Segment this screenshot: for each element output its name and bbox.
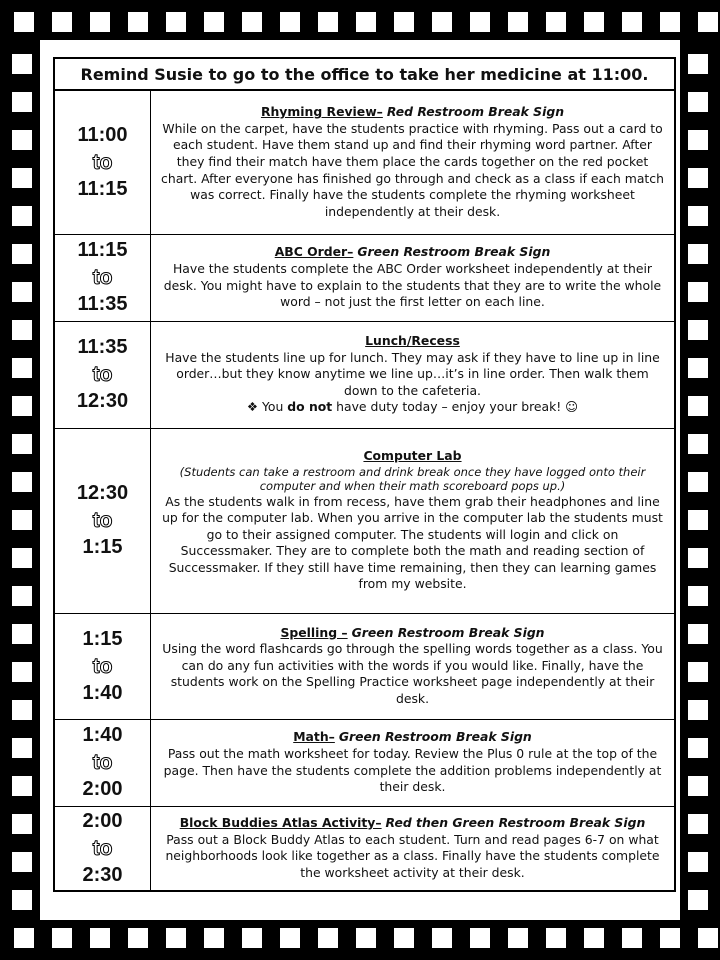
activity-body: Have the students line up for lunch. They may ask if they have to line up in line order…but they know anytime we line up…it’s in line order. Then walk them down to the cafeteria. bbox=[165, 349, 660, 398]
film-hole bbox=[688, 130, 708, 150]
note-text: have duty today – enjoy your break! ☺ bbox=[332, 399, 579, 415]
film-hole bbox=[242, 12, 262, 32]
film-hole bbox=[166, 12, 186, 32]
to-label: to bbox=[92, 266, 113, 289]
restroom-sign: Red then Green Restroom Break Sign bbox=[385, 815, 646, 831]
to-label: to bbox=[92, 150, 113, 174]
end-time: 11:15 bbox=[77, 177, 128, 200]
film-hole bbox=[12, 472, 32, 492]
end-time: 2:00 bbox=[82, 778, 123, 800]
activity-cell bbox=[151, 428, 675, 613]
schedule-row bbox=[55, 719, 674, 806]
film-hole bbox=[660, 928, 680, 948]
film-hole bbox=[90, 928, 110, 948]
film-hole bbox=[128, 12, 148, 32]
film-hole bbox=[622, 928, 642, 948]
film-hole bbox=[90, 12, 110, 32]
note-emphasis: do not bbox=[287, 399, 333, 415]
film-hole bbox=[394, 12, 414, 32]
time-cell bbox=[55, 719, 151, 806]
activity-title: Block Buddies Atlas Activity– bbox=[179, 815, 382, 831]
film-hole bbox=[688, 814, 708, 834]
to-label: to bbox=[92, 654, 113, 678]
reminder-banner: Remind Susie to go to the office to take her medicine at 11:00. bbox=[55, 59, 674, 91]
film-hole bbox=[432, 12, 452, 32]
film-hole bbox=[688, 548, 708, 568]
film-hole bbox=[470, 928, 490, 948]
film-hole bbox=[688, 624, 708, 644]
film-hole bbox=[12, 130, 32, 150]
activity-cell bbox=[151, 234, 675, 321]
film-hole bbox=[688, 282, 708, 302]
activity-cell bbox=[151, 321, 675, 428]
activity-title: Computer Lab bbox=[363, 447, 462, 463]
start-time: 1:40 bbox=[82, 724, 123, 746]
schedule-row bbox=[55, 613, 674, 719]
activity-title: Lunch/Recess bbox=[365, 333, 460, 349]
film-hole bbox=[688, 54, 708, 74]
film-hole bbox=[12, 700, 32, 720]
film-hole bbox=[688, 510, 708, 530]
time-cell bbox=[55, 91, 151, 234]
end-time: 1:15 bbox=[82, 536, 123, 558]
film-hole bbox=[584, 928, 604, 948]
film-hole bbox=[52, 928, 72, 948]
schedule-row bbox=[55, 91, 674, 234]
activity-body: Pass out the math worksheet for today. Review the Plus 0 rule at the top of the page. Then have the students complete the addition problems independently at their desk. bbox=[163, 745, 662, 795]
film-hole bbox=[318, 928, 338, 948]
film-hole bbox=[356, 12, 376, 32]
film-hole bbox=[688, 852, 708, 872]
film-hole bbox=[470, 12, 490, 32]
film-hole bbox=[12, 92, 32, 112]
diamond-bullet-icon: ❖ bbox=[246, 399, 258, 415]
film-hole bbox=[12, 738, 32, 758]
activity-body: While on the carpet, have the students practice with rhyming. Pass out a card to each student. Have them stand up and find their rhyming word partner. After they find their match have them place the cards together on the red pocket chart. After everyone has finished go through and check as a class if each match was correct. Finally have the students complete the rhyming worksheet independently at their desk. bbox=[161, 120, 664, 219]
film-hole bbox=[12, 852, 32, 872]
activity-cell bbox=[151, 613, 675, 719]
film-hole bbox=[128, 928, 148, 948]
film-hole bbox=[12, 890, 32, 910]
restroom-note: (Students can take a restroom and drink break once they have logged onto their computer and when their math scoreboard pops up.) bbox=[179, 464, 646, 494]
film-hole bbox=[688, 358, 708, 378]
film-hole bbox=[12, 244, 32, 264]
film-hole bbox=[12, 54, 32, 74]
to-label: to bbox=[92, 836, 113, 860]
start-time: 1:15 bbox=[82, 627, 123, 650]
duty-note bbox=[159, 399, 666, 416]
time-cell bbox=[55, 806, 151, 890]
film-hole bbox=[660, 12, 680, 32]
film-hole bbox=[12, 586, 32, 606]
film-hole bbox=[280, 928, 300, 948]
film-hole bbox=[12, 814, 32, 834]
film-hole bbox=[688, 396, 708, 416]
film-hole bbox=[12, 624, 32, 644]
film-hole bbox=[432, 928, 452, 948]
film-hole bbox=[12, 662, 32, 682]
restroom-sign: Green Restroom Break Sign bbox=[351, 624, 545, 640]
schedule-row bbox=[55, 321, 674, 428]
activity-body: As the students walk in from recess, have them grab their headphones and line up for the computer lab. When you arrive in the computer lab the students must go to their assigned computer. The students will login and click on Successmaker. They are to complete both the math and reading section of Successmaker. If they still have time remaining, then they can learning games from my website. bbox=[162, 493, 663, 592]
time-cell bbox=[55, 428, 151, 613]
film-hole bbox=[12, 320, 32, 340]
film-hole bbox=[508, 928, 528, 948]
schedule-row bbox=[55, 806, 674, 890]
film-hole bbox=[698, 928, 718, 948]
film-hole bbox=[688, 168, 708, 188]
schedule-row bbox=[55, 234, 674, 321]
activity-body: Using the word flashcards go through the spelling words together as a class. You can do any fun activities with the words if you would like. Finally, have the students work on the Spelling Practice worksheet page independently at their desk. bbox=[162, 641, 663, 706]
film-hole bbox=[688, 206, 708, 226]
to-label: to bbox=[92, 509, 113, 532]
activity-cell bbox=[151, 719, 675, 806]
film-hole bbox=[318, 12, 338, 32]
start-time: 11:35 bbox=[77, 336, 128, 358]
film-hole bbox=[688, 738, 708, 758]
time-cell bbox=[55, 234, 151, 321]
schedule-page bbox=[53, 57, 676, 892]
film-hole bbox=[12, 776, 32, 796]
activity-cell bbox=[151, 91, 675, 234]
start-time: 11:00 bbox=[77, 123, 128, 146]
film-hole bbox=[688, 586, 708, 606]
film-hole bbox=[688, 434, 708, 454]
time-cell bbox=[55, 613, 151, 719]
film-hole bbox=[204, 12, 224, 32]
film-hole bbox=[546, 928, 566, 948]
start-time: 12:30 bbox=[76, 482, 129, 504]
film-hole bbox=[12, 434, 32, 454]
activity-title: Rhyming Review– bbox=[260, 104, 383, 120]
film-hole bbox=[688, 92, 708, 112]
film-hole bbox=[52, 12, 72, 32]
activity-cell bbox=[151, 806, 675, 890]
activity-title: Math– bbox=[293, 729, 335, 745]
start-time: 2:00 bbox=[82, 809, 123, 832]
film-hole bbox=[698, 12, 718, 32]
film-hole bbox=[584, 12, 604, 32]
schedule-table bbox=[55, 91, 674, 890]
end-time: 11:35 bbox=[77, 293, 128, 315]
film-hole bbox=[688, 700, 708, 720]
film-hole bbox=[12, 396, 32, 416]
film-hole bbox=[14, 12, 34, 32]
film-hole bbox=[12, 168, 32, 188]
activity-body: Pass out a Block Buddy Atlas to each student. Turn and read pages 6-7 on what neighborhoods look like together as a class. Finally have the students complete the worksheet activity at their desk. bbox=[165, 831, 660, 880]
film-hole bbox=[508, 12, 528, 32]
note-text: You bbox=[261, 399, 288, 415]
film-hole bbox=[356, 928, 376, 948]
film-hole bbox=[688, 662, 708, 682]
film-hole bbox=[166, 928, 186, 948]
film-hole bbox=[12, 206, 32, 226]
restroom-sign: Green Restroom Break Sign bbox=[357, 244, 551, 260]
film-hole bbox=[12, 282, 32, 302]
film-hole bbox=[688, 320, 708, 340]
restroom-sign: Green Restroom Break Sign bbox=[338, 729, 532, 745]
time-cell bbox=[55, 321, 151, 428]
film-hole bbox=[12, 358, 32, 378]
film-hole bbox=[688, 776, 708, 796]
film-hole bbox=[280, 12, 300, 32]
activity-title: Spelling – bbox=[280, 624, 348, 640]
film-hole bbox=[14, 928, 34, 948]
schedule-row bbox=[55, 428, 674, 613]
end-time: 2:30 bbox=[82, 863, 123, 886]
film-hole bbox=[688, 472, 708, 492]
film-hole bbox=[622, 12, 642, 32]
to-label: to bbox=[92, 363, 113, 386]
film-hole bbox=[688, 244, 708, 264]
film-hole bbox=[12, 510, 32, 530]
restroom-sign: Red Restroom Break Sign bbox=[386, 104, 565, 120]
film-hole bbox=[688, 890, 708, 910]
to-label: to bbox=[92, 751, 113, 774]
end-time: 1:40 bbox=[82, 681, 123, 704]
activity-title: ABC Order– bbox=[274, 244, 354, 260]
start-time: 11:15 bbox=[77, 239, 128, 261]
film-hole bbox=[546, 12, 566, 32]
film-hole bbox=[394, 928, 414, 948]
activity-body: Have the students complete the ABC Order worksheet independently at their desk. You might have to explain to the students that they are to write the whole word – not just the first letter on each line. bbox=[163, 260, 662, 310]
film-hole bbox=[242, 928, 262, 948]
film-hole bbox=[12, 548, 32, 568]
end-time: 12:30 bbox=[76, 390, 129, 412]
film-hole bbox=[204, 928, 224, 948]
